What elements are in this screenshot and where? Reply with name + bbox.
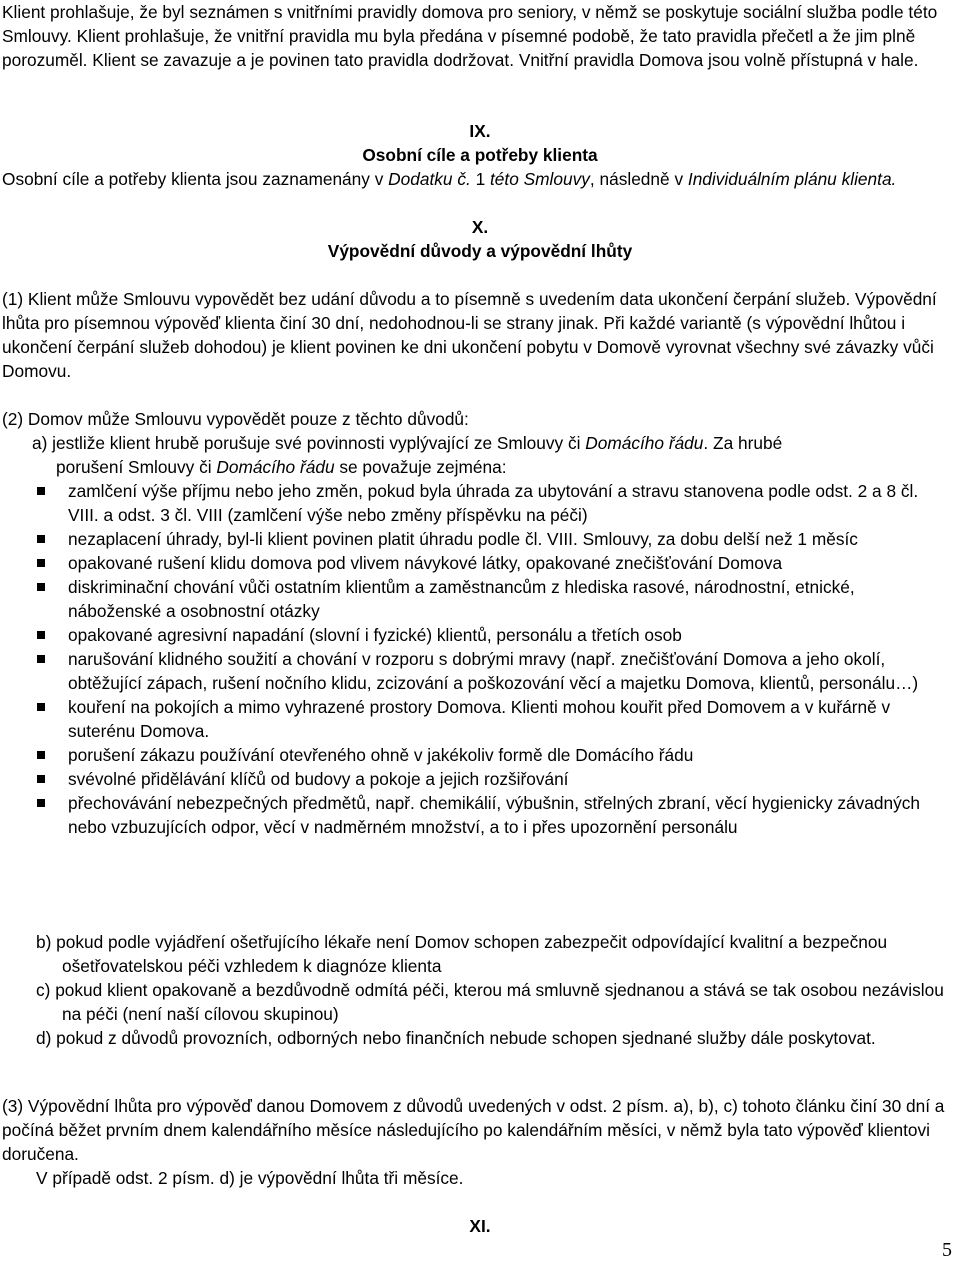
paragraph-2 bbox=[2, 407, 952, 839]
list-item-text: diskriminační chování vůči ostatním klientům a zaměstnancům z hlediska rasové, národnostní, etnické, náboženské a osobnostní otázky bbox=[68, 577, 855, 621]
item-a-text-3: . Za hrubé bbox=[703, 433, 783, 453]
item-a-line-1 bbox=[32, 431, 952, 455]
item-a-line-2 bbox=[56, 455, 952, 479]
list-item bbox=[34, 791, 952, 839]
square-bullet-icon bbox=[37, 703, 45, 711]
item-a-text-6: se považuje zejména: bbox=[334, 457, 507, 477]
list-item-text: svévolné přidělávání klíčů od budovy a pokoje a jejich rozšiřování bbox=[68, 769, 569, 789]
square-bullet-icon bbox=[37, 583, 45, 591]
square-bullet-icon bbox=[37, 775, 45, 783]
square-bullet-icon bbox=[37, 535, 45, 543]
paragraph-2-intro: (2) Domov může Smlouvu vypovědět pouze z těchto důvodů: bbox=[2, 409, 469, 429]
list-item bbox=[34, 527, 952, 551]
square-bullet-icon bbox=[37, 559, 45, 567]
chapter-9-text bbox=[2, 167, 952, 191]
chapter-9-number: IX. bbox=[469, 121, 491, 141]
chapter-9-text-e: , následně v bbox=[589, 169, 688, 189]
intro-paragraph: Klient prohlašuje, že byl seznámen s vnitřními pravidly domova pro seniory, v němž se poskytuje sociální služba podle této Smlouvy. Klient prohlašuje, že vnitřní pravidla mu byla předána v písemné podobě, že tato pravidla přečetl a že jim plně porozuměl. Klient se zavazuje a je povinen tato pravidla dodržovat. Vnitřní pravidla Domova jsou volně přístupná v hale. bbox=[2, 2, 938, 70]
violation-list bbox=[34, 479, 952, 839]
item-b: b) pokud podle vyjádření ošetřujícího lékaře není Domov schopen zabezpečit odpovídající kvalitní a bezpečnou ošetřovatelskou péči vzhledem k diagnóze klienta bbox=[36, 932, 888, 976]
square-bullet-icon bbox=[37, 799, 45, 807]
chapter-9-text-c: 1 bbox=[470, 169, 490, 189]
page-number: 5 bbox=[942, 1239, 952, 1261]
list-item bbox=[34, 767, 952, 791]
list-item bbox=[34, 575, 952, 623]
square-bullet-icon bbox=[37, 751, 45, 759]
list-item-text: porušení zákazu používání otevřeného ohně v jakékoliv formě dle Domácího řádu bbox=[68, 745, 694, 765]
list-item-text: narušování klidného soužití a chování v rozporu s dobrými mravy (např. znečišťování Domova a jeho okolí, obtěžující zápach, rušení nočního klidu, zcizování a poškozování věcí a majetku Domova, klientů, personálu…) bbox=[68, 649, 919, 693]
lettered-items bbox=[2, 930, 952, 1050]
list-item-text: nezaplacení úhrady, byl-li klient povinen platit úhradu podle čl. VIII. Smlouvy, za dobu delší než 1 měsíc bbox=[68, 529, 858, 549]
list-item bbox=[34, 623, 952, 647]
item-d: d) pokud z důvodů provozních, odborných nebo finančních nebude schopen sjednané služby dále poskytovat. bbox=[36, 1028, 876, 1048]
item-a-text-4: porušení Smlouvy či bbox=[56, 457, 217, 477]
chapter-10-number: X. bbox=[471, 217, 489, 237]
list-item-text: přechovávání nebezpečných předmětů, např. chemikálií, výbušnin, střelných zbraní, věcí hygienicky závadných nebo vzbuzujících odpor, věcí v nadměrném množství, a to i přes upozornění personálu bbox=[68, 793, 921, 837]
item-a-text-2: Domácího řádu bbox=[585, 433, 704, 453]
list-item-text: kouření na pokojích a mimo vyhrazené prostory Domova. Klienti mohou kouřit před Domovem a v kuřárně v suterénu Domova. bbox=[68, 697, 891, 741]
list-item bbox=[34, 551, 952, 575]
square-bullet-icon bbox=[37, 655, 45, 663]
list-item bbox=[34, 647, 952, 695]
chapter-11-number: XI. bbox=[469, 1216, 491, 1236]
paragraph-3 bbox=[2, 1094, 952, 1190]
chapter-9-text-d: této Smlouvy bbox=[490, 169, 590, 189]
list-item bbox=[34, 479, 952, 527]
list-item-text: opakované rušení klidu domova pod vlivem návykové látky, opakované znečišťování Domova bbox=[68, 553, 783, 573]
list-item-text: opakované agresivní napadání (slovní i fyzické) klientů, personálu a třetích osob bbox=[68, 625, 682, 645]
paragraph-1: (1) Klient může Smlouvu vypovědět bez udání důvodu a to písemně s uvedením data ukončení čerpání služeb. Výpovědní lhůta pro písemnou výpověď klienta činí 30 dní, nedohodnou-li se strany jinak. Při každé variantě (s výpovědní lhůtou i ukončení čerpání služeb dohodou) je klient povinen ke dni ukončení pobytu v Domově vyrovnat všechny své závazky vůči Domovu. bbox=[2, 289, 937, 381]
square-bullet-icon bbox=[37, 631, 45, 639]
item-c: c) pokud klient opakovaně a bezdůvodně odmítá péči, kterou má smluvně sjednanou a stává se tak osobou nezávislou na péči (není naší cílovou skupinou) bbox=[36, 980, 944, 1024]
chapter-9-text-f: Individuálním plánu klienta. bbox=[687, 169, 897, 189]
chapter-9-text-a: Osobní cíle a potřeby klienta jsou zaznamenány v bbox=[2, 169, 389, 189]
chapter-9-title: Osobní cíle a potřeby klienta bbox=[362, 145, 598, 165]
item-a-text-1: a) jestliže klient hrubě porušuje své povinnosti vyplývající ze Smlouvy či bbox=[32, 433, 586, 453]
paragraph-3-continuation: V případě odst. 2 písm. d) je výpovědní lhůta tři měsíce. bbox=[36, 1168, 464, 1188]
chapter-10-title: Výpovědní důvody a výpovědní lhůty bbox=[327, 241, 633, 261]
square-bullet-icon bbox=[37, 487, 45, 495]
item-a-text-5: Domácího řádu bbox=[216, 457, 335, 477]
chapter-9-text-b: Dodatku č. bbox=[388, 169, 471, 189]
list-item-text: zamlčení výše příjmu nebo jeho změn, pokud byla úhrada za ubytování a stravu stanovena podle odst. 2 a 8 čl. VIII. a odst. 3 čl. VIII (zamlčení výše nebo změny příspěvku na péči) bbox=[68, 481, 919, 525]
paragraph-3-text: (3) Výpovědní lhůta pro výpověď danou Domovem z důvodů uvedených v odst. 2 písm. a), b), c) tohoto článku činí 30 dní a počíná běžet prvním dnem kalendářního měsíce následujícího po kalendářním měsíci, v němž byla tato výpověď klientovi doručena. bbox=[2, 1096, 945, 1164]
list-item bbox=[34, 743, 952, 767]
list-item bbox=[34, 695, 952, 743]
